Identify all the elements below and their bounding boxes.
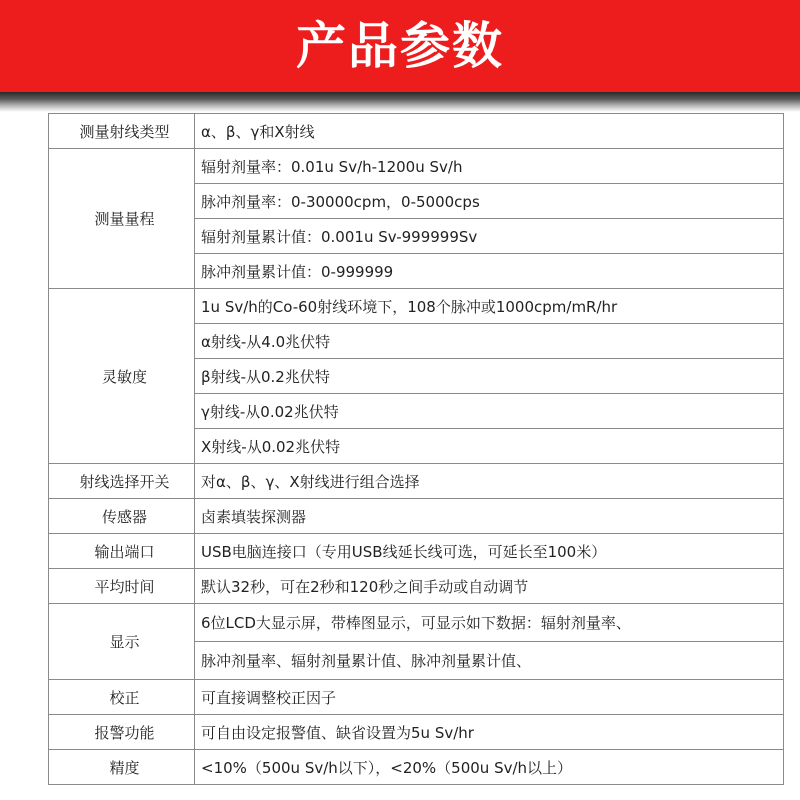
page-title: 产品参数: [296, 17, 504, 75]
spec-value: γ射线-从0.02兆伏特: [195, 394, 784, 429]
table-row: [49, 569, 784, 604]
table-row: [49, 715, 784, 750]
spec-value: USB电脑连接口（专用USB线延长线可选，可延长至100米）: [195, 534, 784, 569]
spec-label: 灵敏度: [49, 289, 195, 464]
table-row: [49, 114, 784, 149]
spec-value: 脉冲剂量率：0-30000cpm，0-5000cps: [195, 184, 784, 219]
banner-shadow: [0, 92, 800, 112]
spec-label: 校正: [49, 680, 195, 715]
spec-value: 脉冲剂量累计值：0-999999: [195, 254, 784, 289]
spec-value: <10%（500u Sv/h以下），<20%（500u Sv/h以上）: [195, 750, 784, 785]
spec-value: α射线-从4.0兆伏特: [195, 324, 784, 359]
spec-label: 测量射线类型: [49, 114, 195, 149]
spec-label: 显示: [49, 604, 195, 680]
table-row: [49, 680, 784, 715]
spec-label: 传感器: [49, 499, 195, 534]
table-row: [49, 750, 784, 785]
spec-value: 1u Sv/h的Co-60射线环境下，108个脉冲或1000cpm/mR/hr: [195, 289, 784, 324]
table-row: [49, 149, 784, 184]
spec-label: 输出端口: [49, 534, 195, 569]
spec-value: β射线-从0.2兆伏特: [195, 359, 784, 394]
spec-value: 可直接调整校正因子: [195, 680, 784, 715]
table-row: [49, 534, 784, 569]
table-row: [49, 604, 784, 642]
spec-table: [48, 113, 784, 785]
spec-value: 辐射剂量累计值：0.001u Sv-999999Sv: [195, 219, 784, 254]
spec-label: 报警功能: [49, 715, 195, 750]
spec-value: 对α、β、γ、X射线进行组合选择: [195, 464, 784, 499]
spec-value: 默认32秒，可在2秒和120秒之间手动或自动调节: [195, 569, 784, 604]
table-row: [49, 464, 784, 499]
spec-value: 可自由设定报警值、缺省设置为5u Sv/hr: [195, 715, 784, 750]
spec-label: 测量量程: [49, 149, 195, 289]
spec-value: 辐射剂量率：0.01u Sv/h-1200u Sv/h: [195, 149, 784, 184]
table-row: [49, 499, 784, 534]
spec-value: 6位LCD大显示屏，带棒图显示，可显示如下数据：辐射剂量率、: [195, 604, 784, 642]
spec-value: α、β、γ和X射线: [195, 114, 784, 149]
table-row: [49, 289, 784, 324]
spec-label: 射线选择开关: [49, 464, 195, 499]
spec-value: 脉冲剂量率、辐射剂量累计值、脉冲剂量累计值、: [195, 642, 784, 680]
spec-value: X射线-从0.02兆伏特: [195, 429, 784, 464]
spec-label: 精度: [49, 750, 195, 785]
spec-label: 平均时间: [49, 569, 195, 604]
spec-value: 卤素填装探测器: [195, 499, 784, 534]
